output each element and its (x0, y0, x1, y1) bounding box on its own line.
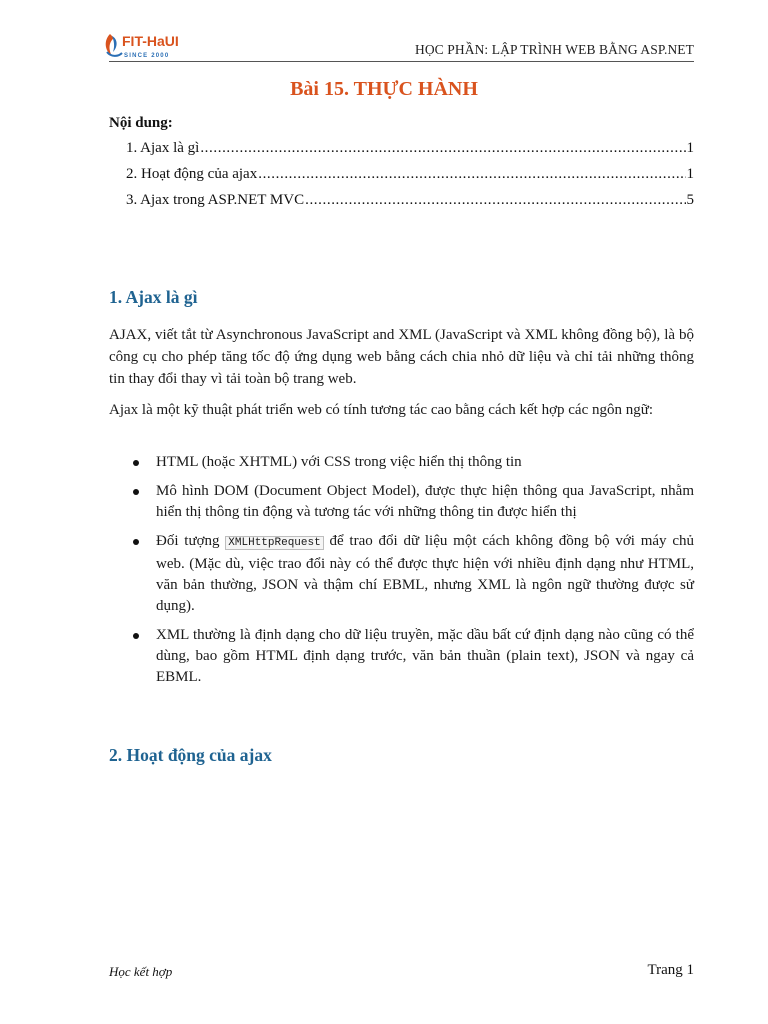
toc-leader (258, 166, 685, 183)
section-2-heading: 2. Hoạt động của ajax (109, 745, 272, 765)
toc-item-label: 1. Ajax là gì (126, 140, 200, 156)
list-item (109, 481, 694, 523)
toc-leader (305, 192, 685, 209)
footer-label: Học kết hợp (109, 964, 173, 979)
section-1-paragraph-2: Ajax là một kỹ thuật phát triển web có tính tương tác cao bằng cách kết hợp các ngôn ngữ: (109, 402, 654, 418)
toc-item[interactable] (126, 140, 694, 166)
toc-heading: Nội dung: (109, 115, 173, 131)
inline-code: XMLHttpRequest (225, 536, 323, 550)
section-1-heading: 1. Ajax là gì (109, 287, 198, 307)
toc-leader (200, 140, 685, 157)
list-item (109, 531, 694, 617)
page-title: Bài 15. THỰC HÀNH (290, 78, 478, 100)
toc-item[interactable] (126, 166, 694, 192)
list-item-text-post: để trao đổi dữ liệu một cách không đồng bộ với máy chủ web. (Mặc dù, việc trao đổi này có thể được thực hiện với nhiều định dạng như HTML, văn bản thường, JSON và thậm chí EBML, nhưng XML là ngôn ngữ thường được sử dụng). (156, 533, 694, 614)
bullet-icon (133, 633, 139, 639)
toc-item-label: 2. Hoạt động của ajax (126, 166, 258, 182)
bullet-icon (133, 539, 139, 545)
list-item-text: HTML (hoặc XHTML) với CSS trong việc hiển thị thông tin (156, 454, 522, 470)
toc-item-page: 1 (686, 166, 694, 182)
course-title: HỌC PHẦN: LẬP TRÌNH WEB BẰNG ASP.NET (414, 42, 694, 57)
bullet-icon (133, 460, 139, 466)
header-divider (109, 61, 694, 62)
list-item-text-pre: Đối tượng (156, 533, 226, 549)
logo-text: FIT-HaUI (122, 33, 179, 49)
list-item (109, 452, 694, 473)
list-item-text: Mô hình DOM (Document Object Model), được thực hiện thông qua JavaScript, nhằm hiển thị thông tin động và tương tác với những thông tin được hiển thị (156, 483, 694, 520)
list-item-text: XML thường là định dạng cho dữ liệu truyền, mặc dầu bất cứ định dạng nào cũng có thể dùng, bao gồm HTML định dạng trước, văn bản thuần (plain text), JSON và ngay cả EBML. (156, 627, 694, 685)
table-of-contents (126, 140, 694, 218)
toc-item-label: 3. Ajax trong ASP.NET MVC (126, 192, 305, 208)
page-number: Trang 1 (647, 962, 694, 978)
bullet-list (109, 452, 694, 696)
list-item (109, 625, 694, 688)
toc-item-page: 5 (686, 192, 694, 208)
toc-item-page: 1 (686, 140, 694, 156)
bullet-icon (133, 489, 139, 495)
toc-item[interactable] (126, 192, 694, 218)
fit-haui-logo (102, 30, 192, 60)
section-1-paragraph-1: AJAX, viết tắt từ Asynchronous JavaScript and XML (JavaScript và XML không đồng bộ), là bộ công cụ cho phép tăng tốc độ ứng dụng web bằng cách chia nhỏ dữ liệu và chỉ tải những thông tin thay đổi thay vì tải toàn bộ trang web. (109, 327, 694, 387)
logo-subtext: SINCE 2000 (124, 53, 170, 59)
